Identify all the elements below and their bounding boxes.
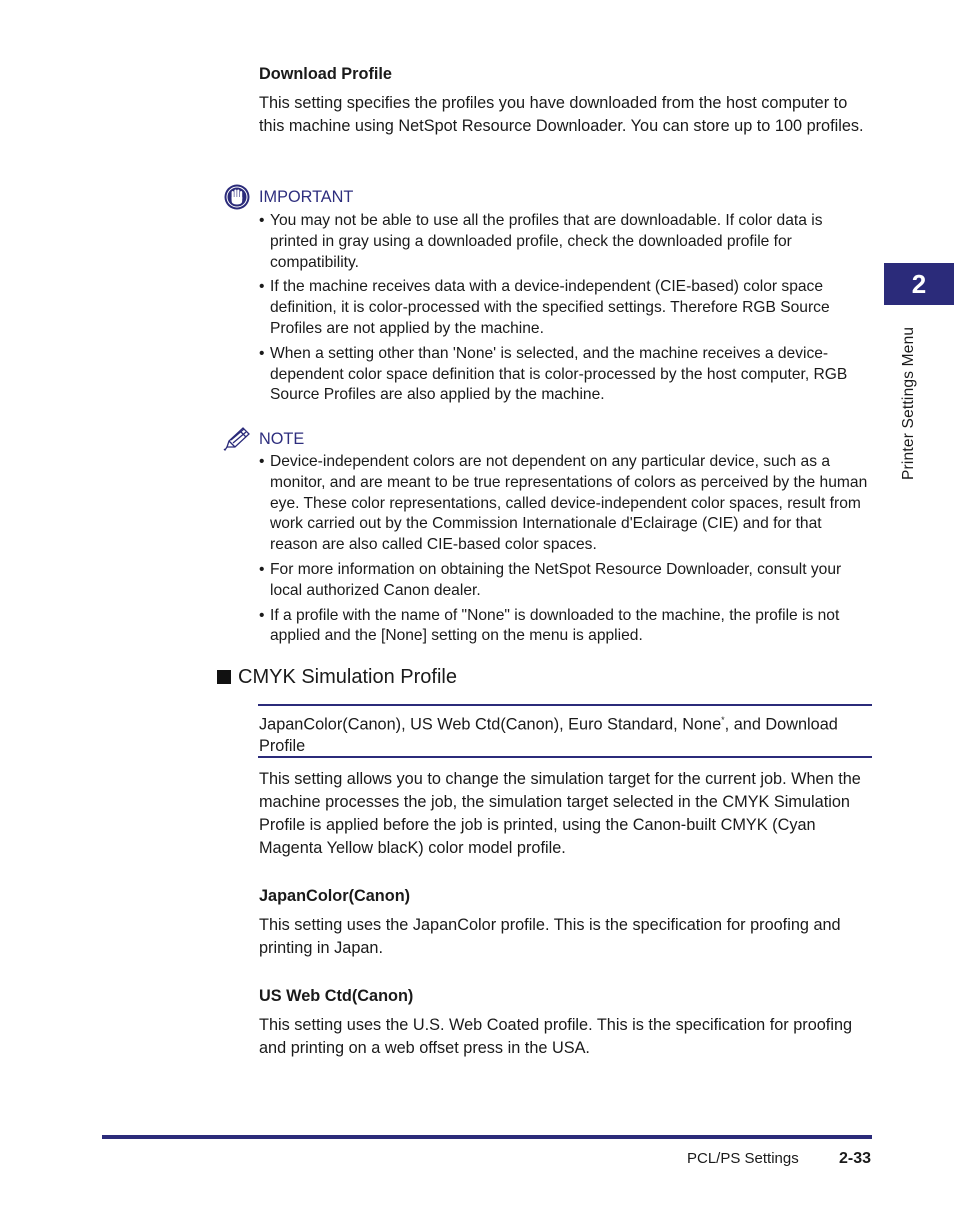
options-text-end: , and Download Profile (259, 715, 838, 756)
japancolor-heading: JapanColor(Canon) (259, 887, 411, 905)
footer-rule (102, 1135, 872, 1139)
usweb-text: This setting uses the U.S. Web Coated profile. This is the specification for proofing and printing on a web offset press in the USA. (259, 1016, 853, 1057)
options-footnote-mark: * (721, 715, 725, 725)
usweb-heading: US Web Ctd(Canon) (259, 987, 414, 1005)
list-item: • If a profile with the name of "None" is downloaded to the machine, the profile is not applied and the [None] setting on the menu is applied. (259, 606, 871, 648)
cmyk-options (259, 709, 871, 757)
note-list (259, 452, 871, 651)
important-list (259, 211, 871, 410)
options-bottom-rule (258, 756, 872, 758)
footer-section: PCL/PS Settings (687, 1150, 799, 1167)
square-bullet-icon (217, 670, 231, 684)
options-text: JapanColor(Canon), US Web Ctd(Canon), Euro Standard, None (259, 715, 722, 734)
list-item: • If the machine receives data with a device-independent (CIE-based) color space definition, it is color-processed with the specified settings. Therefore RGB Source Profiles are not applied by the machine. (259, 277, 871, 339)
pencil-note-icon (222, 426, 252, 452)
list-item: • Device-independent colors are not dependent on any particular device, such as a monitor, and are meant to be true representations of colors as perceived by the human eye. These color representations, called device-independent color spaces, result from work carried out by the Commission Internationale d'Eclairage (CIE) and for that reason are also called CIE-based color spaces. (259, 452, 871, 556)
list-item: • You may not be able to use all the profiles that are downloadable. If color data is printed in gray using a downloaded profile, check the downloaded profile for compatibility. (259, 211, 871, 273)
important-label: IMPORTANT (259, 188, 354, 206)
page-number: 2-33 (839, 1150, 872, 1167)
hand-stop-icon (223, 183, 251, 211)
japancolor-text: This setting uses the JapanColor profile. This is the specification for proofing and printing in Japan. (259, 916, 841, 957)
options-top-rule (258, 704, 872, 706)
download-profile-heading: Download Profile (259, 65, 392, 83)
list-item: • When a setting other than 'None' is selected, and the machine receives a device-dependent color space definition that is color-processed by the host computer, RGB Source Profiles are also applied by the machine. (259, 344, 871, 406)
list-item: • For more information on obtaining the NetSpot Resource Downloader, consult your local authorized Canon dealer. (259, 560, 871, 602)
cmyk-description: This setting allows you to change the simulation target for the current job. When the machine processes the job, the simulation target selected in the CMYK Simulation Profile is applied before the job is printed, using the Canon-built CMYK (Cyan Magenta Yellow blacK) color model profile. (259, 770, 861, 857)
section-title (217, 665, 457, 689)
cmyk-title: CMYK Simulation Profile (238, 666, 457, 688)
chapter-side-label: Printer Settings Menu (900, 326, 917, 480)
note-label: NOTE (259, 430, 305, 448)
chapter-tab: 2 (884, 263, 954, 305)
download-profile-text: This setting specifies the profiles you have downloaded from the host computer to this machine using NetSpot Resource Downloader. You can store up to 100 profiles. (259, 94, 864, 135)
